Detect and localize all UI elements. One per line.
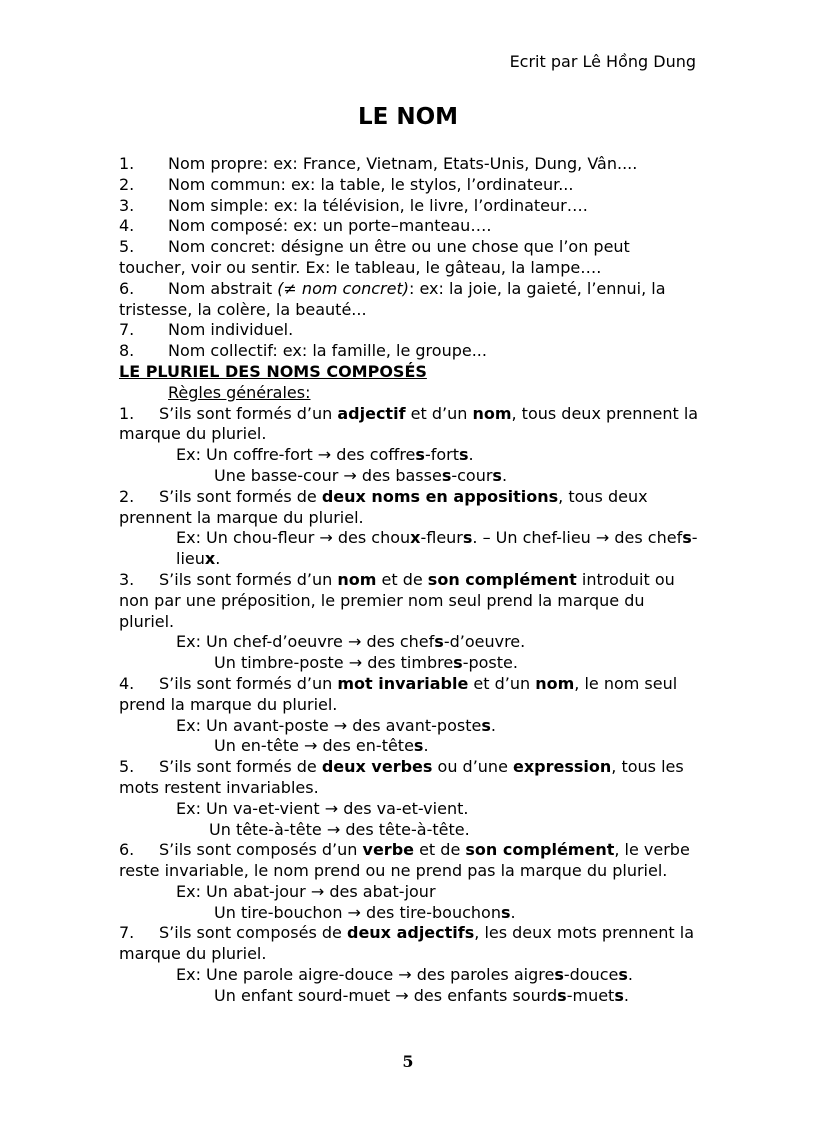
rule-2: 2. S’ils sont formés de deux noms en appositions, tous deux prennent la marque du pluriel. Ex: Un chou-fleur → des choux-fleurs. – Un chef-lieu → des chefs-lieux. <box>119 486 698 569</box>
example-line: Un en-tête → des en-têtes. <box>214 736 429 756</box>
section-heading: LE PLURIEL DES NOMS COMPOSÉS <box>119 361 427 381</box>
list-item: 1. Nom propre: ex: France, Vietnam, Etats-Unis, Dung, Vân.... <box>119 154 638 173</box>
list-item: 6. Nom abstrait (≠ nom concret): ex: la joie, la gaieté, l’ennui, la tristesse, la colère, la beauté... <box>119 278 666 319</box>
rule-5: 5. S’ils sont formés de deux verbes ou d’une expression, tous les mots restent invariables. Ex: Un va-et-vient → des va-et-vient. Un tête-à-tête → des tête-à-tête. <box>119 757 699 840</box>
rule-6: 6. S’ils sont composés d’un verbe et de son complément, le verbe reste invariable, le nom prend ou ne prend pas la marque du pluriel. Ex: Un abat-jour → des abat-jour Un tire-bouchon → des tire-bouchons. <box>119 840 699 923</box>
document-body <box>119 154 699 1007</box>
example-line: Un timbre-poste → des timbres-poste. <box>214 653 518 673</box>
author-header: Ecrit par Lê Hồng Dung <box>509 52 696 71</box>
example-line: Un enfant sourd-muet → des enfants sourds-muets. <box>214 985 629 1005</box>
list-item: 5. Nom concret: désigne un être ou une chose que l’on peut toucher, voir ou sentir. Ex: le tableau, le gâteau, la lampe…. <box>119 237 630 277</box>
example-line: Ex: Un abat-jour → des abat-jour <box>176 881 436 901</box>
section-subheading: Règles générales: <box>168 382 311 402</box>
rule-4: 4. S’ils sont formés d’un mot invariable et d’un nom, le nom seul prend la marque du pluriel. Ex: Un avant-poste → des avant-postes. Un en-tête → des en-têtes. <box>119 674 699 757</box>
example-line: Ex: Un avant-poste → des avant-postes. <box>176 715 496 735</box>
rule-3: 3. S’ils sont formés d’un nom et de son complément introduit ou non par une préposition, le premier nom seul prend la marque du pluriel. Ex: Un chef-d’oeuvre → des chefs-d’oeuvre. Un timbre-poste → des timbres-poste. <box>119 570 699 674</box>
example-line: Ex: Un chef-d’oeuvre → des chefs-d’oeuvre. <box>176 632 526 652</box>
example-line: Ex: Une parole aigre-douce → des paroles aigres-douces. <box>176 965 633 985</box>
example-line: Un tire-bouchon → des tire-bouchons. <box>214 902 516 922</box>
list-item: 8. Nom collectif: ex: la famille, le groupe... <box>119 341 487 361</box>
noun-types-list <box>119 154 699 362</box>
list-item: 3. Nom simple: ex: la télévision, le livre, l’ordinateur…. <box>119 195 588 215</box>
page-title: LE NOM <box>357 104 459 130</box>
page-number: 5 <box>402 1052 414 1071</box>
rule-7: 7. S’ils sont composés de deux adjectifs, les deux mots prennent la marque du pluriel. Ex: Une parole aigre-douce → des paroles aigres-douces. Un enfant sourd-muet → des enfants sourds-muets. <box>119 923 699 1006</box>
example-line: Ex: Un va-et-vient → des va-et-vient. <box>176 798 469 818</box>
list-item: 7. Nom individuel. <box>119 320 294 340</box>
example-line: Un tête-à-tête → des tête-à-tête. <box>209 819 470 839</box>
example-line: Ex: Un chou-fleur → des choux-fleurs. – Un chef-lieu → des chefs-lieux. <box>176 528 698 569</box>
example-line: Ex: Un coffre-fort → des coffres-forts. <box>176 445 474 465</box>
list-item: 2. Nom commun: ex: la table, le stylos, l’ordinateur... <box>119 174 574 194</box>
example-line: Une basse-cour → des basses-cours. <box>214 465 508 485</box>
list-item: 4. Nom composé: ex: un porte–manteau…. <box>119 216 492 236</box>
rule-1: 1. S’ils sont formés d’un adjectif et d’un nom, tous deux prennent la marque du pluriel. Ex: Un coffre-fort → des coffres-forts. Une basse-cour → des basses-cours. <box>119 403 699 485</box>
